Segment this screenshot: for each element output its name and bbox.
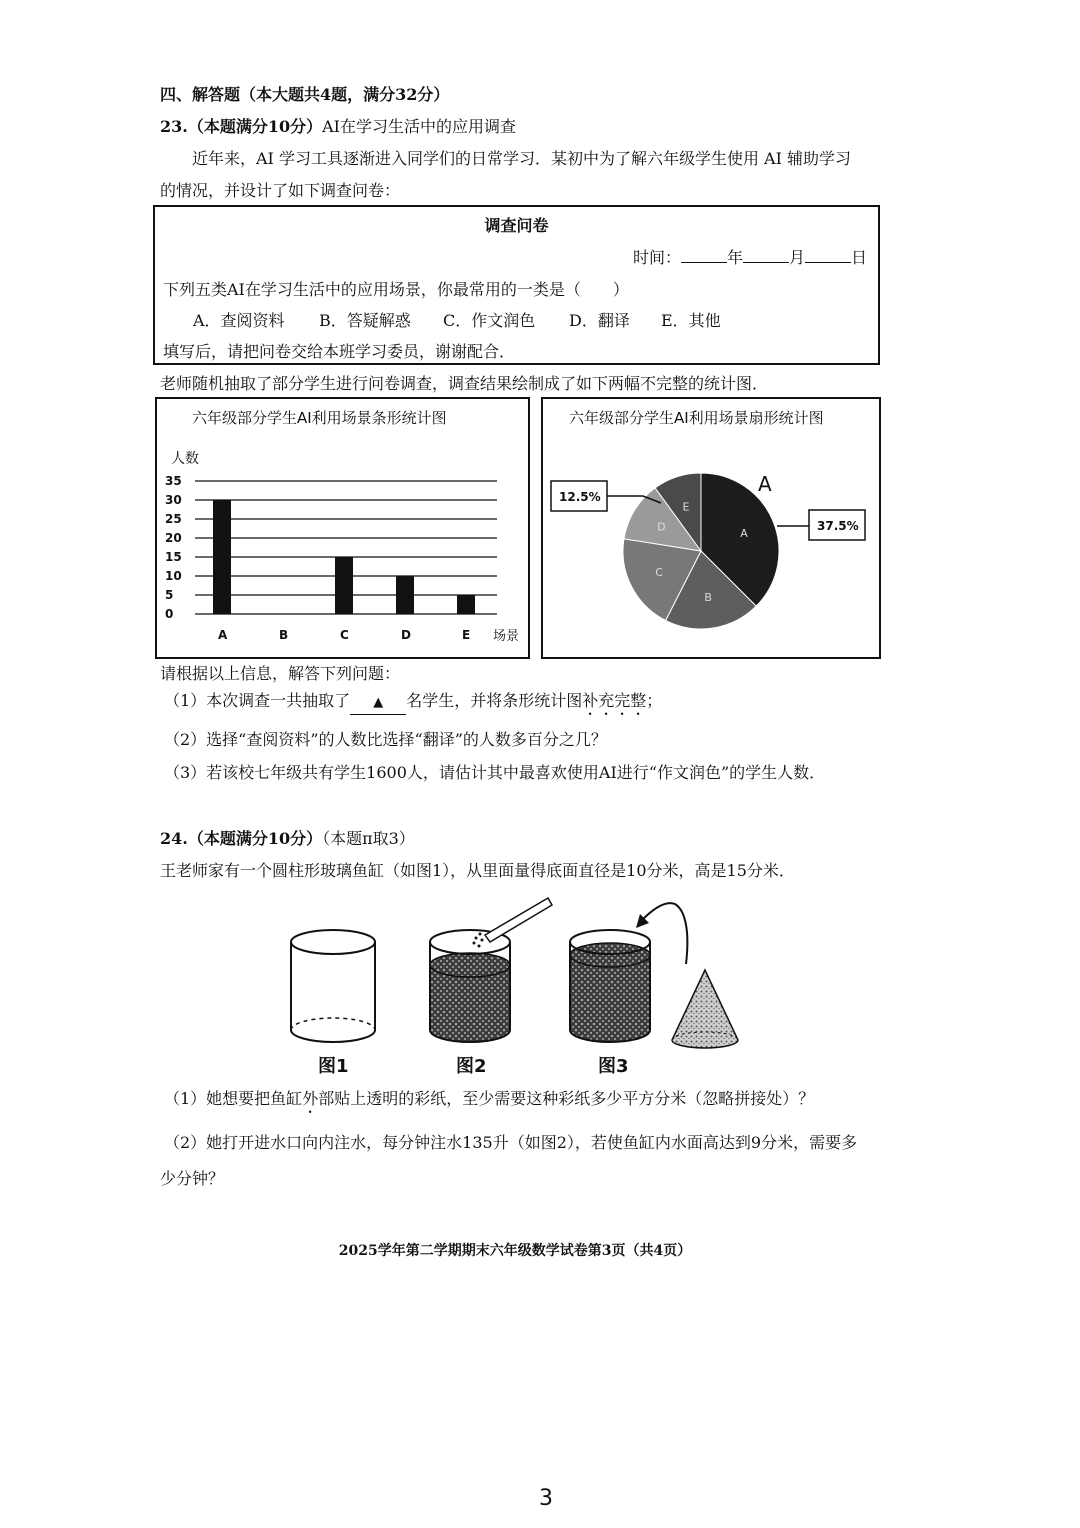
q23-sub2: （2）选择“查阅资料”的人数比选择“翻译”的人数多百分之几？ <box>164 730 607 749</box>
q24-heading-number: 24.（本题满分10分） <box>160 829 323 848</box>
q24-sub2-line2: 少分钟？ <box>160 1169 225 1188</box>
page-number: 3 <box>539 1486 553 1511</box>
pie-chart-panel <box>541 397 881 659</box>
day-blank <box>805 262 851 263</box>
bar-xtick-label: C <box>340 628 349 642</box>
pie-chart-title: 六年级部分学生AI利用场景扇形统计图 <box>569 409 824 427</box>
bar-a <box>213 500 231 614</box>
q24-heading-note: （本题π取3） <box>322 829 415 848</box>
q23-sub1-part-c: ； <box>646 691 663 710</box>
survey-option-d: D．翻译 <box>569 311 630 330</box>
pie-callout-a: 37.5% <box>817 519 859 533</box>
bar-chart-ylabel: 人数 <box>171 451 199 467</box>
survey-question: 下列五类AI在学习生活中的应用场景，你最常用的一类是（ ） <box>163 280 629 299</box>
page-footer: 2025学年第二学期期末六年级数学试卷第3页（共4页） <box>338 1243 692 1259</box>
figure3-label: 图3 <box>598 1056 629 1077</box>
q23-sub3: （3）若该校七年级共有学生1600人，请估计其中最喜欢使用AI进行“作文润色”的学生人数． <box>164 763 826 782</box>
q23-intro-line1: 近年来，AI 学习工具逐渐进入同学们的日常学习．某初中为了解六年级学生使用 AI 辅助学习 <box>192 149 852 168</box>
bar-chart-xlabel: 场景 <box>493 629 520 644</box>
figure3-cone <box>672 970 738 1048</box>
bar-ytick-label: 35 <box>165 474 182 488</box>
survey-option-a: A．查阅资料 <box>193 311 285 330</box>
figure3-cylinder <box>570 930 650 1042</box>
survey-day: 日 <box>851 248 868 267</box>
survey-option-c: C．作文润色 <box>443 311 536 330</box>
q24-sub1-part-a: （1）她想要把鱼缸 <box>164 1089 303 1108</box>
bar-xtick-label: E <box>462 628 471 642</box>
bar-chart-panel <box>155 397 530 659</box>
q23-intro-line2: 的情况，并设计了如下调查问卷： <box>160 181 401 200</box>
q23-sub1-part-a: （1）本次调查一共抽取了 <box>164 691 351 710</box>
pie-slice-label: A <box>740 527 748 541</box>
q24-intro: 王老师家有一个圆柱形玻璃鱼缸（如图1），从里面量得底面直径是10分米，高是15分米． <box>160 861 795 880</box>
survey-month: 月 <box>789 248 806 267</box>
pie-chart <box>543 399 879 657</box>
pie-slice-label: D <box>657 520 666 534</box>
q24-sub1-emphasis: 外 <box>302 1089 319 1108</box>
bar-d <box>396 576 414 614</box>
survey-year: 年 <box>727 248 744 267</box>
q23-prompt: 请根据以上信息，解答下列问题： <box>160 664 401 683</box>
section-title: 四、解答题（本大题共4题，满分32分） <box>160 85 450 104</box>
survey-option-b: B．答疑解惑 <box>319 311 411 330</box>
bar-c <box>335 557 353 614</box>
q24-sub1 <box>164 1088 814 1117</box>
figure2-label: 图2 <box>456 1056 487 1077</box>
year-blank <box>681 262 727 263</box>
pie-slice-label: C <box>655 566 663 580</box>
q23-sub1-answer-blank <box>350 690 406 715</box>
q23-sub1 <box>164 690 662 719</box>
q23-sub1-emphasis: 补充完整 <box>582 691 647 710</box>
figure1-label: 图1 <box>318 1056 349 1077</box>
survey-time-label: 时间： <box>633 248 682 267</box>
q23-sub1-part-b: 名学生，并将条形统计图 <box>406 691 583 710</box>
q23-heading-number: 23.（本题满分10分） <box>160 117 323 136</box>
q23-heading <box>160 116 516 138</box>
survey-footer: 填写后，请把问卷交给本班学习委员，谢谢配合． <box>163 342 516 361</box>
q24-figures <box>280 890 760 1080</box>
bar-ytick-label: 5 <box>165 588 174 602</box>
bar-ytick-label: 20 <box>165 531 182 545</box>
survey-questionnaire <box>153 205 880 365</box>
q23-heading-topic: AI在学习生活中的应用调查 <box>322 117 516 136</box>
pie-callout-d: 12.5% <box>559 490 601 504</box>
q24-heading <box>160 828 415 850</box>
pie-slice-label: E <box>682 500 690 514</box>
q23-sub1-answer-mark: ▲ <box>373 695 384 710</box>
bar-ytick-label: 15 <box>165 550 182 564</box>
bar-xtick-label: B <box>279 628 289 642</box>
bar-xtick-label: D <box>401 628 411 642</box>
figure2-cylinder <box>430 898 552 1042</box>
q24-sub2-line1: （2）她打开进水口向内注水，每分钟注水135升（如图2），若使鱼缸内水面高达到9分米，需要多 <box>164 1133 858 1152</box>
month-blank <box>743 262 789 263</box>
q24-sub1-part-b: 部贴上透明的彩纸，至少需要这种彩纸多少平方分米（忽略拼接处）？ <box>318 1089 815 1108</box>
bar-ytick-label: 10 <box>165 569 182 583</box>
bar-ytick-label: 30 <box>165 493 182 507</box>
pie-slice-label: B <box>704 591 712 605</box>
bar-chart <box>157 399 528 657</box>
figure1-cylinder <box>291 930 375 1042</box>
q23-after-survey: 老师随机抽取了部分学生进行问卷调查，调查结果绘制成了如下两幅不完整的统计图． <box>160 374 769 393</box>
bar-xtick-label: A <box>218 628 228 642</box>
pie-outer-label: A <box>758 472 772 496</box>
bar-e <box>457 595 475 614</box>
survey-title: 调查问卷 <box>484 216 549 235</box>
bar-ytick-label: 0 <box>165 607 174 621</box>
survey-option-e: E．其他 <box>661 311 721 330</box>
bar-ytick-label: 25 <box>165 512 182 526</box>
bar-chart-title: 六年级部分学生AI利用场景条形统计图 <box>192 409 447 427</box>
survey-time-line <box>633 247 867 269</box>
